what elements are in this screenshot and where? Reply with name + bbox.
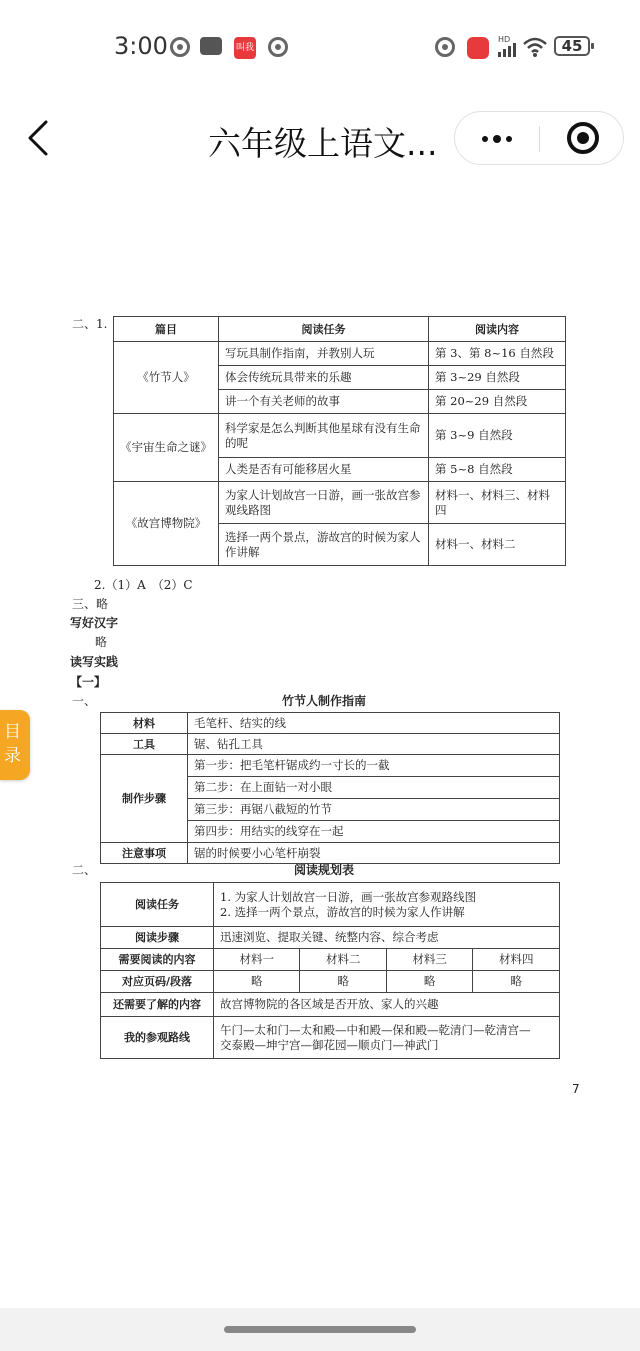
table-header: 篇目 [114,317,219,342]
table-cell: 体会传统玩具带来的乐趣 [219,366,429,390]
table-label: 制作步骤 [101,755,188,843]
table-cell: 材料三 [386,949,472,971]
chat-icon [200,37,222,55]
table-cell: 写玩具制作指南，并教别人玩 [219,342,429,366]
battery-icon: 45 [554,36,590,56]
table-label: 阅读任务 [101,883,214,927]
mini-program-capsule [454,111,624,165]
table-cell: 迅速浏览、提取关键、统整内容、综合考虑 [214,927,560,949]
table-cell: 科学家是怎么判断其他星球有没有生命的呢 [219,414,429,458]
table-label: 还需要了解的内容 [101,993,214,1017]
table-cell: 略 [473,971,560,993]
table-cell: 为家人计划故宫一日游，画一张故宫参观线路图 [219,482,429,524]
table-cell: 第 3、第 8~16 自然段 [429,342,566,366]
table-cell: 第四步：用结实的线穿在一起 [188,821,560,843]
question-label: 二、 [72,863,97,877]
table-cell: 第 20~29 自然段 [429,390,566,414]
close-mini-program-button[interactable] [541,112,623,164]
reading-plan-table [100,882,560,1059]
table-label: 我的参观路线 [101,1017,214,1059]
table-cell: 第三步：再锯八截短的竹节 [188,799,560,821]
more-button[interactable] [455,112,539,164]
table-cell: 故宫博物院的各区域是否开放、家人的兴趣 [214,993,560,1017]
page-title: 六年级上语文... [208,124,438,163]
table-cell: 第 3~29 自然段 [429,366,566,390]
table-cell: 讲一个有关老师的故事 [219,390,429,414]
table-header: 阅读内容 [429,317,566,342]
table-cell: 材料一 [214,949,300,971]
table-cell: 选择一两个景点，游故宫的时候为家人作讲解 [219,524,429,566]
task-line: 1. 为家人计划故宫一日游，画一张故宫参观路线图 [220,889,477,904]
table-cell: 《竹节人》 [114,342,219,414]
question-label: 二、1. [72,317,108,331]
dot-icon [482,136,488,142]
dot-icon [493,135,501,143]
table-label: 对应页码/段落 [101,971,214,993]
back-button[interactable] [22,118,56,158]
table-label: 阅读步骤 [101,927,214,949]
toc-tab[interactable] [0,710,30,780]
table-cell [214,1017,560,1059]
record-icon [268,37,288,57]
task-line: 2. 选择一两个景点，游故宫的时候为家人作讲解 [220,904,465,919]
table-label: 需要阅读的内容 [101,949,214,971]
table-cell: 略 [214,971,300,993]
route-line: 午门—太和门—太和殿—中和殿—保和殿—乾清门—乾清宫— [220,1022,531,1037]
status-bar [0,0,640,95]
page-number: 7 [572,1082,580,1096]
table-cell: 略 [386,971,472,993]
status-time: 3:00 [114,32,168,60]
table-title: 阅读规划表 [294,863,355,877]
table-cell: 《故宫博物院》 [114,482,219,566]
table-cell: 第 5~8 自然段 [429,458,566,482]
dot-icon [506,136,512,142]
section-heading: 写好汉字 [70,616,119,630]
table-cell: 材料一、材料二 [429,524,566,566]
answer-text: 三、略 [72,597,109,611]
table-cell: 第一步：把毛笔杆锯成约一寸长的一截 [188,755,560,777]
network-label: HD [498,35,511,44]
table-title: 竹节人制作指南 [282,694,367,708]
divider [539,126,540,152]
table-label: 工具 [101,734,188,755]
table-header: 阅读任务 [219,317,429,342]
table-cell: 材料四 [473,949,560,971]
table-cell: 《宇宙生命之谜》 [114,414,219,482]
table-cell: 材料一、材料三、材料四 [429,482,566,524]
answer-text: 2.（1）A （2）C [94,578,193,592]
table-cell: 锯的时候要小心笔杆崩裂 [188,843,560,864]
app-running-icon [467,37,489,59]
signal-icon [494,34,518,58]
record-icon [170,37,190,57]
table-cell: 材料二 [300,949,386,971]
table-cell: 锯、钻孔工具 [188,734,560,755]
table-cell: 略 [300,971,386,993]
table-cell: 人类是否有可能移居火星 [219,458,429,482]
route-line: 交泰殿—坤宁宫—御花园—顺贞门—神武门 [220,1037,439,1052]
table-cell [214,883,560,927]
table-label: 材料 [101,713,188,734]
reading-task-table [113,316,566,566]
table-cell: 毛笔杆、结实的线 [188,713,560,734]
section-heading: 读写实践 [70,655,119,669]
hotspot-icon [435,37,455,57]
making-guide-table [100,712,560,864]
table-label: 注意事项 [101,843,188,864]
app-notification-icon: 叫我 [234,37,256,59]
wifi-icon [522,36,548,58]
toc-label: 目录 [4,722,21,766]
answer-text: 略 [95,635,108,649]
table-cell: 第 3~9 自然段 [429,414,566,458]
question-label: 一、 [72,694,97,708]
table-cell: 第二步：在上面钻一对小眼 [188,777,560,799]
home-indicator[interactable] [224,1326,416,1333]
part-label: 【一】 [70,675,107,689]
